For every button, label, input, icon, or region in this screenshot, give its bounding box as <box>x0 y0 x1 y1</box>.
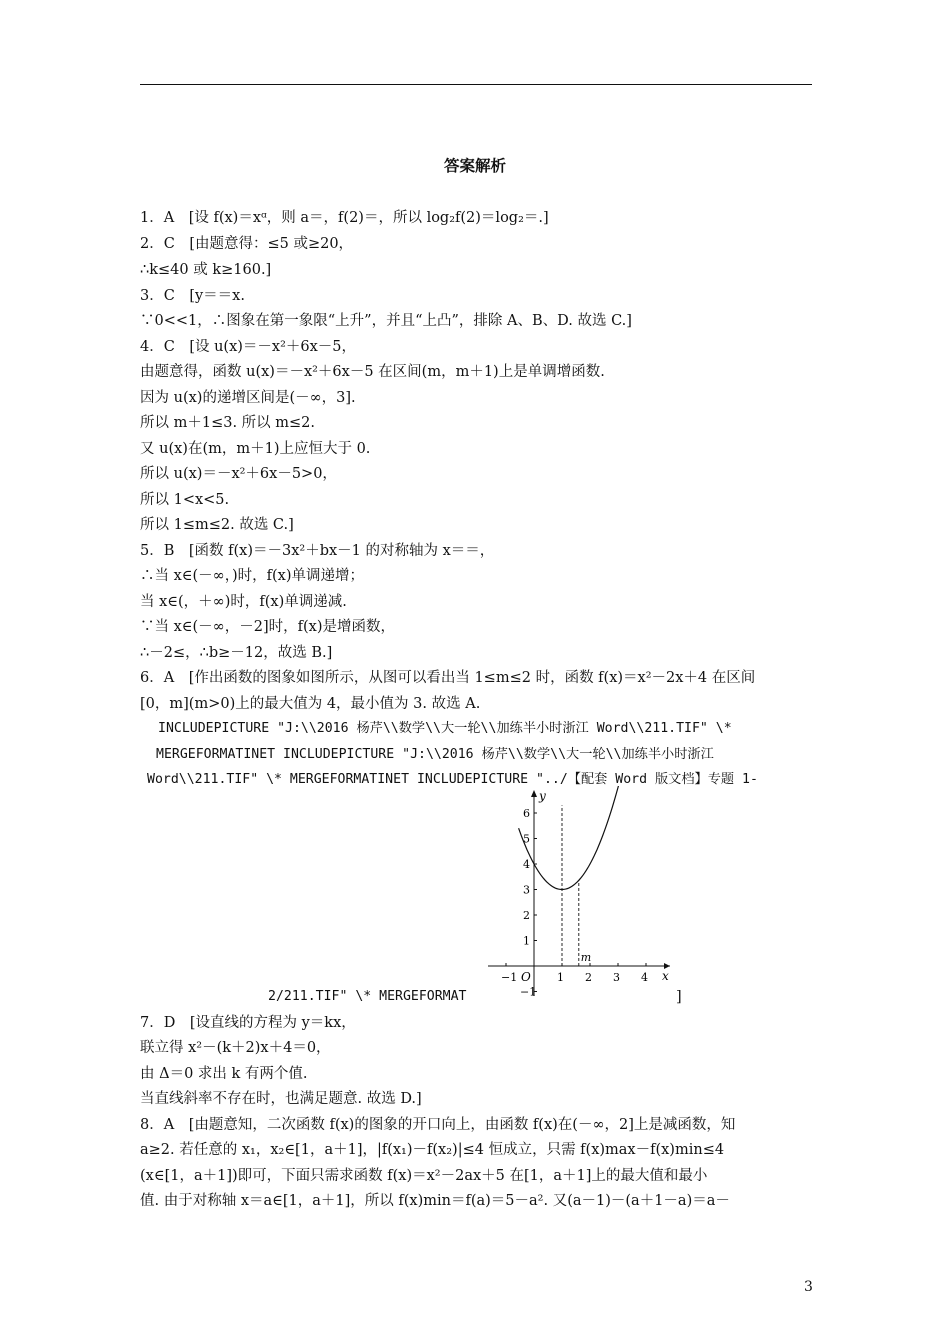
y-tick-label: 2 <box>523 909 530 922</box>
answer-line: 联立得 x²－(k＋2)x＋4＝0， <box>140 1040 331 1056</box>
answer-line: 因为 u(x)的递增区间是(－∞，3]. <box>140 390 356 406</box>
answer-line: 所以 1≤m≤2. 故选 C.] <box>140 517 294 533</box>
x-tick-label: −1 <box>501 971 518 984</box>
answer-line: ∴当 x∈(－∞，)时，f(x)单调递增； <box>140 568 365 584</box>
origin-label: O <box>521 970 531 984</box>
y-axis-label: y <box>539 789 546 803</box>
y-tick-label: 3 <box>523 883 530 897</box>
include-field-line: Word\\211.TIF" \* MERGEFORMATINET INCLUDEPICTURE "../【配套 Word 版文档】专题 1- <box>147 772 758 787</box>
close-bracket: ] <box>676 989 682 1005</box>
x-tick-label: 4 <box>641 971 648 984</box>
answer-line: 所以 m＋1≤3. 所以 m≤2. <box>140 415 316 431</box>
answer-line: a≥2. 若任意的 x₁，x₂∈[1，a＋1]，|f(x₁)－f(x₂)|≤4 恒成立，只需 f(x)max－f(x)min≤4 <box>140 1142 725 1158</box>
include-field-line: INCLUDEPICTURE "J:\\2016 杨芹\\数学\\大一轮\\加练半小时浙江 Word\\211.TIF" \* <box>158 721 732 736</box>
y-axis <box>531 790 537 996</box>
answer-line: 所以 u(x)＝－x²＋6x－5>0， <box>140 466 337 482</box>
answer-line: 2．C [由题意得：≤5 或≥20， <box>140 236 354 252</box>
answer-line: ∴k≤40 或 k≥160.] <box>140 262 272 278</box>
y-tick-label: −1 <box>520 985 537 998</box>
x-tick-label: 3 <box>613 971 620 984</box>
answer-line: ∵0<<1，∴图象在第一象限“上升”，并且“上凸”，排除 A、B、D. 故选 C.] <box>140 313 632 329</box>
parabola-curve <box>519 786 631 890</box>
answer-line: 6．A [作出函数的图象如图所示，从图可以看出当 1≤m≤2 时，函数 f(x)＝x²－2x＋4 在区间 <box>140 670 756 686</box>
y-tick-label: 4 <box>523 858 530 871</box>
answer-line: 当 x∈(，＋∞)时，f(x)单调递减. <box>140 594 347 610</box>
answer-line: 由 Δ＝0 求出 k 有两个值. <box>140 1066 308 1082</box>
header-rule <box>140 84 812 85</box>
include-field-line: MERGEFORMATINET INCLUDEPICTURE "J:\\2016 杨芹\\数学\\大一轮\\加练半小时浙江 <box>156 747 714 762</box>
m-label: m <box>580 951 592 964</box>
answer-line: (x∈[1，a＋1])即可，下面只需求函数 f(x)＝x²－2ax＋5 在[1，a＋1]上的最大值和最小 <box>140 1168 708 1184</box>
x-tick-label: 2 <box>585 971 592 984</box>
answer-line: 当直线斜率不存在时，也满足题意. 故选 D.] <box>140 1091 422 1107</box>
y-tick-label: 5 <box>523 832 530 846</box>
answer-line: 3．C [y＝＝x. <box>140 288 245 304</box>
answer-line: 1．A [设 f(x)＝xᵅ，则 a＝，f(2)＝，所以 log₂f(2)＝log₂＝.] <box>140 210 549 226</box>
parabola-graph <box>484 786 674 998</box>
answer-line: 7．D [设直线的方程为 y＝kx， <box>140 1015 356 1031</box>
x-tick-label: 1 <box>557 971 564 984</box>
answer-line: 值. 由于对称轴 x＝a∈[1，a＋1]，所以 f(x)min＝f(a)＝5－a². 又(a－1)－(a＋1－a)＝a－ <box>140 1193 730 1209</box>
x-axis-label: x <box>662 969 669 983</box>
answer-line: 由题意得，函数 u(x)＝－x²＋6x－5 在区间(m，m＋1)上是单调增函数. <box>140 364 605 380</box>
page-number: 3 <box>804 1279 813 1295</box>
answer-line: 所以 1<x<5. <box>140 492 230 508</box>
answer-line: ∴－2≤，∴b≥－12，故选 B.] <box>140 645 333 661</box>
y-tick-label: 6 <box>523 807 530 820</box>
answer-line: [0，m](m>0)上的最大值为 4，最小值为 3. 故选 A. <box>140 696 481 712</box>
answer-line: 又 u(x)在(m，m＋1)上应恒大于 0. <box>140 441 371 457</box>
include-field-tail: 2/211.TIF" \* MERGEFORMAT <box>268 989 467 1004</box>
page-title: 答案解析 <box>443 157 506 175</box>
y-tick-label: 1 <box>523 934 530 948</box>
answer-line: 4．C [设 u(x)＝－x²＋6x－5， <box>140 339 357 355</box>
answer-line: ∵当 x∈(－∞，－2]时，f(x)是增函数， <box>140 619 395 635</box>
answer-line: 5．B [函数 f(x)＝－3x²＋bx－1 的对称轴为 x＝＝， <box>140 543 495 559</box>
answer-line: 8．A [由题意知，二次函数 f(x)的图象的开口向上，由函数 f(x)在(－∞，2]上是减函数，知 <box>140 1117 736 1133</box>
